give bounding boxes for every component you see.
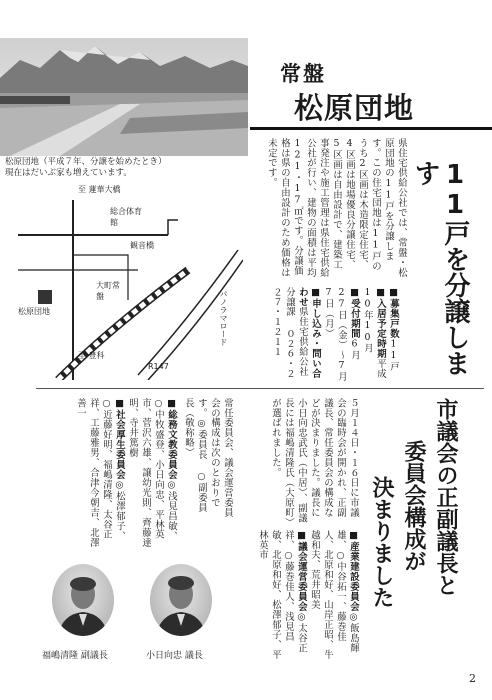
council-headline-1: 市議会の正副議長と — [433, 398, 458, 596]
photo-caption — [5, 157, 167, 179]
map-label-pref: 至 豊科 — [78, 351, 105, 360]
council-headline-3: 決まりました — [369, 476, 394, 608]
vice-chair-portrait — [52, 564, 114, 636]
title-rule — [250, 127, 492, 130]
page-number: 2 — [469, 672, 476, 685]
map-label-gym: 総合体育館 — [110, 207, 142, 227]
person-silhouette — [150, 564, 212, 636]
sale-section: ■申し込み・問い合わせ県住宅供給公社 分譲課 ０２６・２２７・１２１１ — [271, 287, 321, 379]
map-label-shrine: 大町常盤 — [96, 281, 120, 301]
section-divider — [36, 388, 484, 389]
sale-section: ■募集戸数11戸 — [388, 287, 399, 372]
landscape-image — [0, 38, 248, 156]
article-title: 松原団地 — [294, 91, 415, 125]
sale-intro: 県住宅供給公社では、常盤・松原団地の11戸を分譲します。この住宅団地は11戸のうち2区画は木造限定住宅、4区画は地場優良分譲住宅、5区画は自由設計で、建築工事発注や施工管理は県住宅供給公社が行い、建物の面積は平均121・17㎡です。分譲価格は県の自由設計のため価格は未定です。 — [266, 138, 407, 278]
article-subtitle: 常盤 — [280, 62, 326, 86]
caption-line-2: 現在はだいぶ家も増えています。 — [5, 168, 132, 178]
committees-left — [34, 398, 178, 548]
person-silhouette — [52, 564, 114, 636]
map-label-road: パノラマロード — [219, 290, 228, 346]
caption-line-1: 松原団地（平成７年、分譲を始めたとき） — [5, 157, 167, 167]
chair-name: 小日向忠 議長 — [146, 651, 203, 661]
council-note: 常任委員会、議会運営委員会の構成は次のとおりです。◎委員長 ○副委員長（敬称略） — [183, 398, 233, 518]
map-label-route: R147 — [148, 362, 169, 371]
map-label-lake: 観音橋 — [130, 241, 154, 250]
council-intro: ５月１４日・１６日に市議会の臨時会が開かれ、正副議長、常任委員会の構成などが決まりました。議長に小日向忠武氏（中居）、副議長には福嶋清隆氏（大原町）が選ばれました。 — [270, 398, 359, 524]
map-label-site: 松原団地 — [18, 307, 50, 316]
map-label-school: 至 蓮華大橋 — [78, 185, 121, 194]
committees-right — [238, 530, 360, 660]
sale-section: ■受付期間6月27日（金）〜7月7日（月） — [323, 287, 360, 382]
committee: ■総務文教委員会◎浅見昌敏、○中牧盛登、小日向忠、平林英市、菅沢六雄、譲幼光則、齊藤達明、寺井篤樹 — [127, 398, 177, 548]
vice-chair-name: 福嶋清隆 副議長 — [42, 651, 108, 661]
committee: ■社会厚生委員会◎松澤郁子、○近藤好明、福嶋清隆、太谷正祥、工藤雅男、合津今朝吉、北澤善一 — [75, 398, 125, 548]
sale-headline: 11戸を分譲します — [410, 160, 470, 376]
chair-portrait — [150, 564, 212, 636]
danchi-photo — [0, 38, 248, 156]
sale-section: ■入居予定時期平成10年10月 — [362, 287, 386, 379]
committee: ■産業建設委員会◎飯島輝雄、○中谷拓一、藤巻佳人、北原和好、山岸正昭、牛越和夫、荒井昭美 — [309, 530, 359, 660]
council-headline-2: 委員会構成が — [401, 440, 426, 572]
sale-details — [186, 287, 400, 383]
committee: ■議会運営委員会◎太谷正祥、○藤巻佳人、浅見昌敏、北原和好、松澤郁子、平林英市 — [257, 530, 307, 660]
